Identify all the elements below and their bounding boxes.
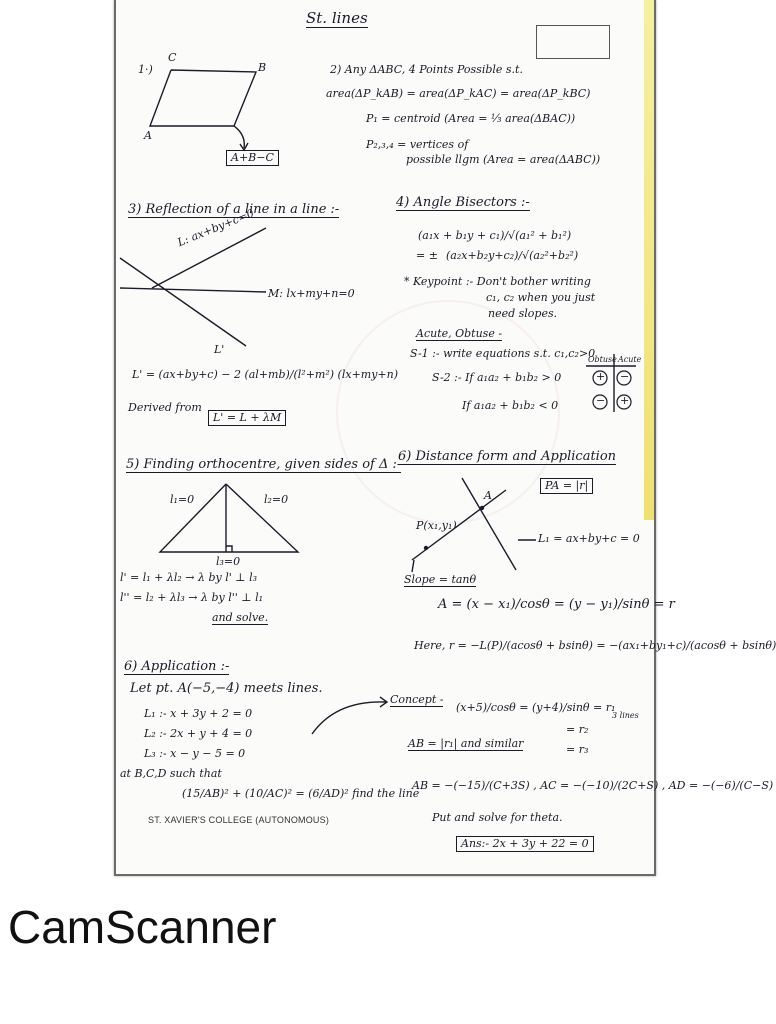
s4-sign-1: + bbox=[596, 370, 606, 383]
s1-label-b: B bbox=[258, 61, 267, 74]
s3-lprime: L' bbox=[214, 343, 225, 356]
s6-box: PA = |r| bbox=[540, 478, 593, 494]
s7-answer: Ans:- 2x + 3y + 22 = 0 bbox=[456, 836, 594, 852]
s7-l2: L₂ :- 2x + y + 4 = 0 bbox=[144, 727, 253, 740]
s4-keypoint2: c₁, c₂ when you just bbox=[486, 291, 596, 304]
s4-keypoint1: * Keypoint :- Don't bother writing bbox=[404, 275, 591, 288]
s7-at: at B,C,D such that bbox=[120, 767, 222, 780]
page-title: St. lines bbox=[306, 9, 368, 27]
s3-heading: 3) Reflection of a line in a line :- bbox=[128, 202, 340, 217]
s3-line-m: M: lx+my+n=0 bbox=[268, 287, 355, 300]
camscanner-brand: CamScanner bbox=[8, 901, 277, 953]
scanned-page bbox=[114, 0, 776, 876]
s6-eq-a: A = (x − x₁)/cosθ = (y − y₁)/sinθ = r bbox=[438, 597, 675, 612]
s3-derived-box: L' = L + λM bbox=[208, 410, 286, 426]
s7-heading: 6) Application :- bbox=[124, 659, 230, 674]
s5-eq3: and solve. bbox=[212, 611, 269, 624]
s3-derived-label: Derived from bbox=[128, 401, 202, 414]
s1-label-c: C bbox=[168, 51, 177, 64]
s7-ab-eq: AB = −(−15)/(C+3S) , AC = −(−10)/(2C+S) , AD = −(−6)/(C−S) bbox=[412, 779, 774, 792]
s7-concept-eq: (x+5)/cosθ = (y+4)/sinθ = r₁ bbox=[456, 701, 616, 714]
s4-eq-mid: = ± bbox=[416, 249, 438, 262]
s5-l3: l₃=0 bbox=[216, 555, 241, 568]
s6-here: Here, r = −L(P)/(acosθ + bsinθ) = −(ax₁+by₁+c)/(acosθ + bsinθ) bbox=[414, 639, 776, 652]
s6-a-label: A bbox=[484, 489, 492, 502]
s4-table-head2: Acute bbox=[618, 355, 642, 364]
s7-l3: L₃ :- x − y − 5 = 0 bbox=[144, 747, 246, 760]
s5-eq1: l' = l₁ + λl₂ → λ by l' ⊥ l₃ bbox=[120, 571, 258, 584]
s2-line1: 2) Any ΔABC, 4 Points Possible s.t. bbox=[330, 63, 523, 76]
s4-heading: 4) Angle Bisectors :- bbox=[396, 195, 530, 210]
s6-line-label: L₁ = ax+by+c = 0 bbox=[538, 532, 640, 545]
s1-number: 1·) bbox=[138, 63, 153, 76]
s2-line5: possible llgm (Area = area(ΔABC)) bbox=[406, 153, 601, 166]
s1-result-box: A+B−C bbox=[226, 150, 279, 166]
s2-line4: P₂,₃,₄ = vertices of bbox=[366, 138, 469, 151]
s6-slope-label: Slope = tanθ bbox=[404, 573, 477, 586]
s4-step3: If a₁a₂ + b₁b₂ < 0 bbox=[462, 399, 559, 412]
s2-line3: P₁ = centroid (Area = ⅓ area(ΔBAC)) bbox=[366, 112, 576, 125]
s4-keypoint3: need slopes. bbox=[488, 307, 558, 320]
s7-put: Put and solve for theta. bbox=[432, 811, 563, 824]
s1-label-a: A bbox=[144, 129, 152, 142]
s3-formula: L' = (ax+by+c) − 2 (al+mb)/(l²+m²) (lx+my+n) bbox=[132, 368, 399, 381]
s7-r2: = r₂ bbox=[566, 723, 589, 736]
s5-heading: 5) Finding orthocentre, given sides of Δ :- bbox=[126, 457, 402, 472]
s7-lines3: 3 lines bbox=[612, 711, 639, 720]
s4-sign-4: + bbox=[620, 394, 630, 407]
s7-ab-similar: AB = |r₁| and similar bbox=[408, 737, 524, 750]
s2-line2: area(ΔP_kAB) = area(ΔP_kAC) = area(ΔP_kBC) bbox=[326, 87, 591, 100]
s7-r3: = r₃ bbox=[566, 743, 589, 756]
s4-eq-left: (a₁x + b₁y + c₁)/√(a₁² + b₁²) bbox=[418, 229, 572, 242]
s7-concept: Concept - bbox=[390, 693, 444, 706]
s3-line-l: L: ax+by+c=0 bbox=[175, 206, 256, 250]
s4-acute-heading: Acute, Obtuse - bbox=[416, 327, 503, 340]
s6-heading: 6) Distance form and Application bbox=[398, 449, 617, 464]
s7-let: Let pt. A(−5,−4) meets lines. bbox=[130, 681, 323, 696]
s4-step1: S-1 :- write equations s.t. c₁,c₂>0 bbox=[410, 347, 596, 360]
s5-eq2: l'' = l₂ + λl₃ → λ by l'' ⊥ l₁ bbox=[120, 591, 264, 604]
s4-step2: S-2 :- If a₁a₂ + b₁b₂ > 0 bbox=[432, 371, 562, 384]
s7-cond: (15/AB)² + (10/AC)² = (6/AD)² find the line bbox=[182, 787, 420, 800]
s5-l2: l₂=0 bbox=[264, 493, 289, 506]
concept-arrow bbox=[116, 0, 654, 760]
s4-sign-3: − bbox=[596, 394, 606, 407]
s4-eq-right: (a₂x+b₂y+c₂)/√(a₂²+b₂²) bbox=[446, 249, 579, 262]
s6-p-label: P(x₁,y₁) bbox=[416, 519, 457, 532]
s4-table-head1: Obtuse bbox=[588, 355, 617, 364]
s7-l1: L₁ :- x + 3y + 2 = 0 bbox=[144, 707, 253, 720]
college-name: ST. XAVIER'S COLLEGE (AUTONOMOUS) bbox=[148, 815, 330, 825]
s5-l1: l₁=0 bbox=[170, 493, 195, 506]
s4-sign-2: − bbox=[620, 370, 630, 383]
